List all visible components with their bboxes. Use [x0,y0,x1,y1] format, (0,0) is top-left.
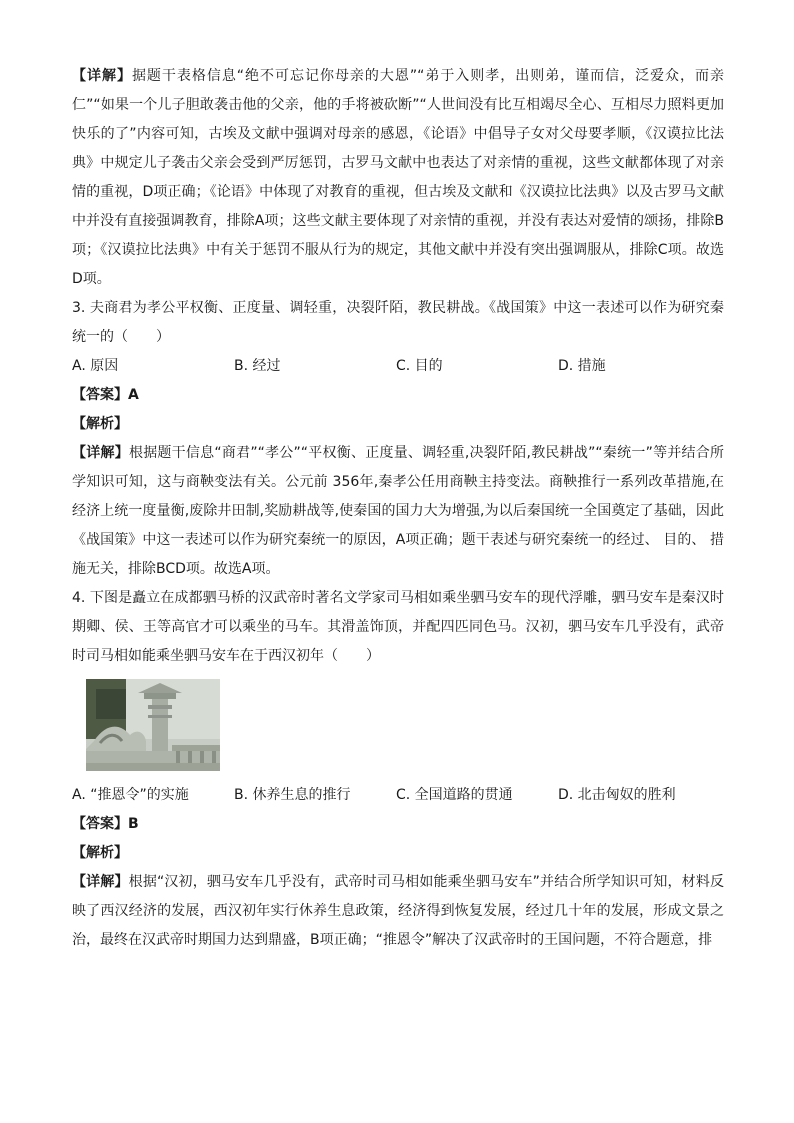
detail-text: 据题干表格信息“绝不可忘记你母亲的大恩”“弟于入则孝，出则弟，谨而信，泛爱众，而亲仁”“如果一个儿子胆敢袭击他的父亲，他的手将被砍断”“人世间没有比互相竭尽全心、互相尽力照料更加快乐的了”内容可知，古埃及文献中强调对母亲的感恩，《论语》中倡导子女对父母要孝顺，《汉谟拉比法典》中规定儿子袭击父亲会受到严厉惩罚，古罗马文献中也表达了对亲情的重视，这些文献都体现了对亲情的重视，D项正确；《论语》中体现了对教育的重视，但古埃及文献和《汉谟拉比法典》以及古罗马文献中并没有直接强调教育，排除A项；这些文献主要体现了对亲情的重视，并没有表达对爱情的颂扬，排除B项；《汉谟拉比法典》中有关于惩罚不服从行为的规定，其他文献中并没有突出强调服从，排除C项。故选D项。 [72,68,724,287]
question-3-detail [72,439,724,584]
question-3-stem: 3. 夫商君为孝公平权衡、正度量、调轻重，决裂阡陌，教民耕战。《战国策》中这一表述可以作为研究秦统一的（ ） [72,300,724,345]
option-c: C. 目的 [396,358,443,374]
question-3-options [72,352,724,381]
previous-detail-paragraph [72,62,724,294]
question-4-detail [72,868,724,955]
question-3-answer: 【答案】A [72,387,139,403]
option-b: B. 休养生息的推行 [234,787,351,803]
detail-tag: 【详解】 [72,874,129,890]
detail-text: 根据“汉初，驷马安车几乎没有，武帝时司马相如能乘坐驷马安车”并结合所学知识可知，材料反映了西汉经济的发展，西汉初年实行休养生息政策，经济得到恢复发展，经过几十年的发展，形成文景之治，最终在汉武帝时期国力达到鼎盛，B项正确；“推恩令”解决了汉武帝时的王国问题，不符合题意，排 [72,874,724,948]
option-c: C. 全国道路的贯通 [396,787,513,803]
option-d: D. 北击匈奴的胜利 [558,787,676,803]
option-d: D. 措施 [558,358,606,374]
question-4-stem: 4. 下图是矗立在成都驷马桥的汉武帝时著名文学家司马相如乘坐驷马安车的现代浮雕，驷马安车是秦汉时期卿、侯、王等高官才可以乘坐的马车。其滑盖饰顶，并配四匹同色马。汉初，驷马安车几乎没有，武帝时司马相如能乘坐驷马安车在于西汉初年（ ） [72,590,724,664]
question-3-analysis-heading: 【解析】 [72,416,128,432]
option-a: A. “推恩令”的实施 [72,787,189,803]
relief-sculpture-photo [86,679,220,771]
document-page [72,62,724,955]
option-b: B. 经过 [234,358,281,374]
detail-text: 根据题干信息“商君”“孝公”“平权衡、正度量、调轻重,决裂阡陌,教民耕战”“秦统一”等并结合所学知识可知，这与商鞅变法有关。公元前 356年,秦孝公任用商鞅主持变法。商鞅推行一系列改革措施,在经济上统一度量衡,废除井田制,奖励耕战等,使秦国的国力大为增强,为以后秦国统一全国奠定了基础，因此《战国策》中这一表述可以作为研究秦统一的原因，A项正确；题干表述与研究秦统一的经过、 目的、 措施无关，排除BCD项。故选A项。 [72,445,725,577]
question-4-options [72,781,724,810]
question-4-answer: 【答案】B [72,816,139,832]
option-a: A. 原因 [72,358,119,374]
detail-tag: 【详解】 [72,445,129,461]
detail-tag: 【详解】 [72,68,132,84]
question-4-analysis-heading: 【解析】 [72,845,128,861]
